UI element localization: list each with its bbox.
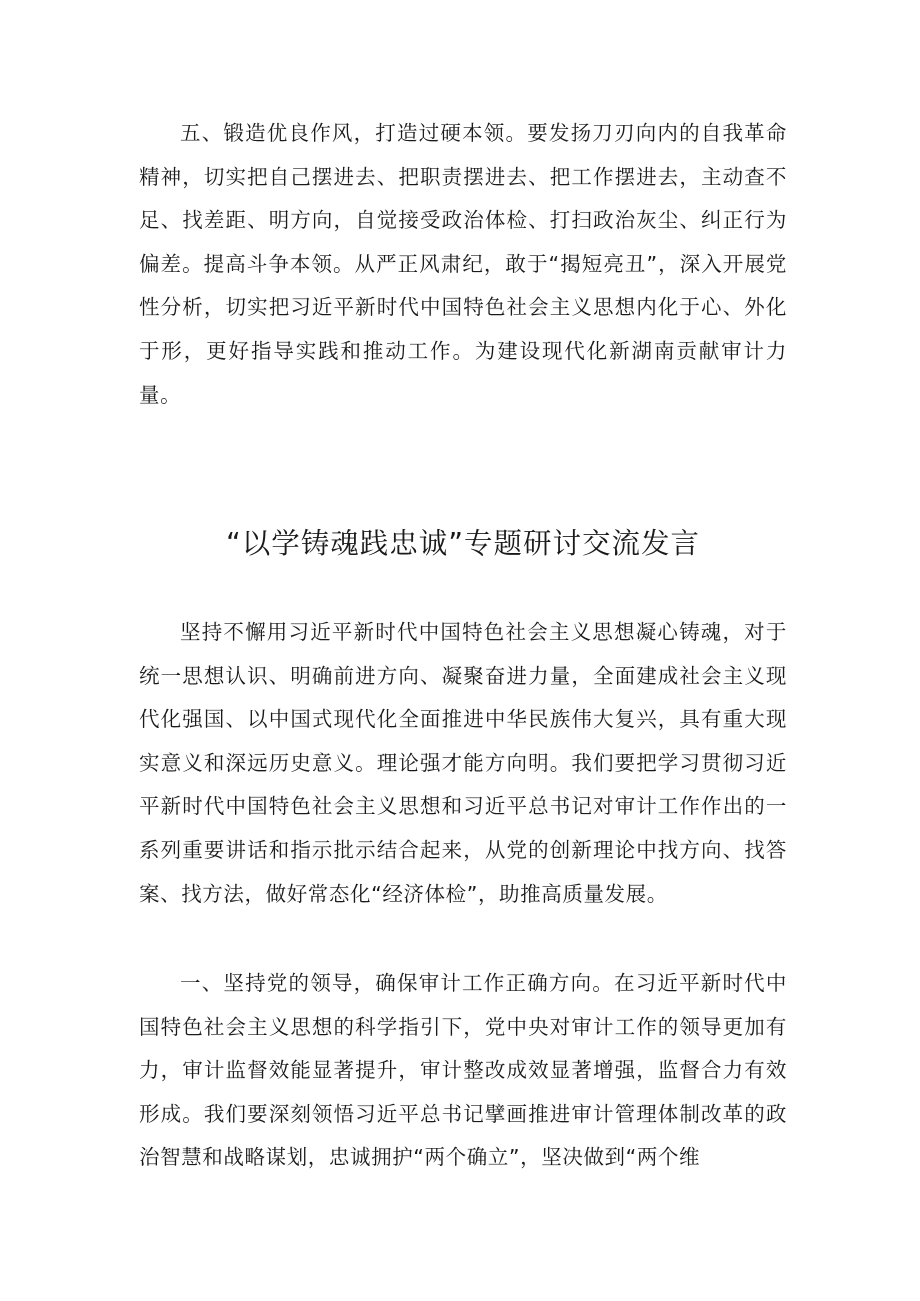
body-paragraph-section-five: 五、锻造优良作风，打造过硬本领。要发扬刀刃向内的自我革命精神，切实把自己摆进去、把职责摆进去、把工作摆进去，主动查不足、找差距、明方向，自觉接受政治体检、打扫政治灰尘、纠正行为偏差。提高斗争本领。从严正风肃纪，敢于“揭短亮丑”，深入开展党性分析，切实把习近平新时代中国特色社会主义思想内化于心、外化于形，更好指导实践和推动工作。为建设现代化新湖南贡献审计力量。 <box>139 121 787 407</box>
body-paragraph-intro: 坚持不懈用习近平新时代中国特色社会主义思想凝心铸魂，对于统一思想认识、明确前进方向、凝聚奋进力量，全面建成社会主义现代化强国、以中国式现代化全面推进中华民族伟大复兴，具有重大现实意义和深远历史意义。理论强才能方向明。我们要把学习贯彻习近平新时代中国特色社会主义思想和习近平总书记对审计工作作出的一系列重要讲话和指示批示结合起来，从党的创新理论中找方向、找答案、找方法，做好常态化“经济体检”，助推高质量发展。 <box>139 620 787 906</box>
document-title: “以学铸魂践忠诚”专题研讨交流发言 <box>226 527 701 560</box>
body-paragraph-section-one: 一、坚持党的领导，确保审计工作正确方向。在习近平新时代中国特色社会主义思想的科学指引下，党中央对审计工作的领导更加有力，审计监督效能显著提升，审计整改成效显著增强，监督合力有效形成。我们要深刻领悟习近平总书记擘画推进审计管理体制改革的政治智慧和战略谋划，忠诚拥护“两个确立”，坚决做到“两个维 <box>139 971 787 1170</box>
